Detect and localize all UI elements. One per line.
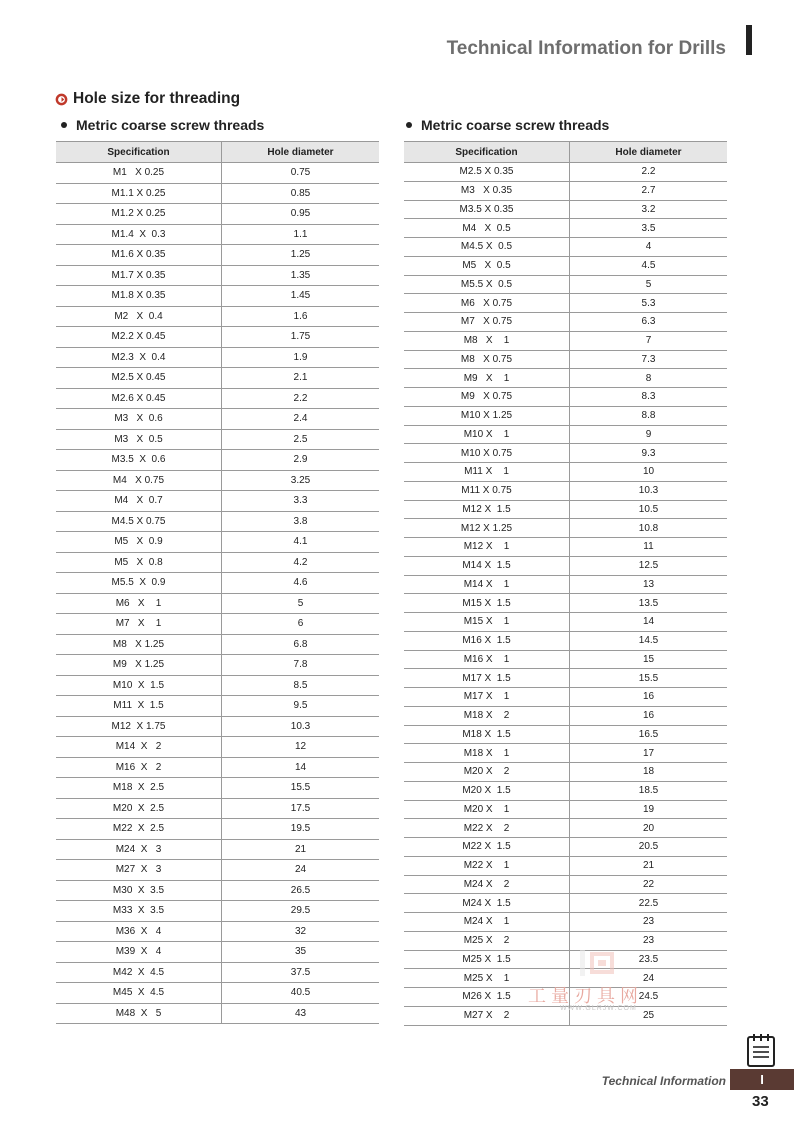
- watermark-chinese-text: 工量刃具网: [528, 986, 643, 1006]
- specification-cell: M5.5 X 0.9: [56, 573, 222, 594]
- specification-cell: M5 X 0.9: [56, 532, 222, 553]
- table-row: [56, 388, 379, 409]
- table-row: [56, 450, 379, 471]
- right-thread-table: [404, 141, 727, 1026]
- specification-cell: M2.5 X 0.45: [56, 368, 222, 389]
- hole-diameter-cell: 2.1: [222, 368, 380, 389]
- specification-cell: M1.4 X 0.3: [56, 224, 222, 245]
- section-title-text: Hole size for threading: [73, 90, 241, 107]
- table-row: [56, 778, 379, 799]
- circular-arrow-icon: [55, 93, 68, 106]
- hole-diameter-cell: 23: [570, 931, 728, 950]
- table-row: [56, 634, 379, 655]
- specification-cell: M27 X 3: [56, 860, 222, 881]
- hole-diameter-cell: 1.9: [222, 347, 380, 368]
- hole-diameter-cell: 24.5: [570, 988, 728, 1007]
- footer-section-label: Technical Information: [601, 1074, 726, 1088]
- table-row: [404, 256, 727, 275]
- table-row: [404, 819, 727, 838]
- hole-diameter-cell: 16: [570, 688, 728, 707]
- specification-cell: M3 X 0.6: [56, 409, 222, 430]
- table-row: [404, 294, 727, 313]
- right-table-subtitle: [406, 117, 609, 133]
- specification-cell: M36 X 4: [56, 921, 222, 942]
- specification-cell: M9 X 1.25: [56, 655, 222, 676]
- specification-cell: M6 X 0.75: [404, 294, 570, 313]
- table-row: [404, 481, 727, 500]
- hole-diameter-cell: 15.5: [570, 669, 728, 688]
- table-row: [404, 613, 727, 632]
- specification-cell: M20 X 2.5: [56, 798, 222, 819]
- specification-cell: M30 X 3.5: [56, 880, 222, 901]
- table-row: [404, 631, 727, 650]
- left-table-subtitle-text: Metric coarse screw threads: [76, 117, 265, 133]
- hole-diameter-cell: 15.5: [222, 778, 380, 799]
- specification-cell: M4 X 0.5: [404, 219, 570, 238]
- specification-cell: M5 X 0.5: [404, 256, 570, 275]
- table-row: [56, 696, 379, 717]
- specification-cell: M7 X 1: [56, 614, 222, 635]
- table-row: [404, 556, 727, 575]
- table-row: [56, 245, 379, 266]
- hole-diameter-cell: 15: [570, 650, 728, 669]
- specification-cell: M16 X 1.5: [404, 631, 570, 650]
- hole-diameter-cell: 10.3: [570, 481, 728, 500]
- left-thread-table: [56, 141, 379, 1024]
- table-row: [56, 224, 379, 245]
- specification-cell: M16 X 1: [404, 650, 570, 669]
- table-row: [404, 763, 727, 782]
- specification-cell: M4 X 0.75: [56, 470, 222, 491]
- hole-diameter-cell: 37.5: [222, 962, 380, 983]
- specification-cell: M1.7 X 0.35: [56, 265, 222, 286]
- hole-diameter-cell: 13: [570, 575, 728, 594]
- hole-diameter-cell: 0.95: [222, 204, 380, 225]
- hole-diameter-cell: 19: [570, 800, 728, 819]
- table-row: [56, 901, 379, 922]
- hole-diameter-cell: 5.3: [570, 294, 728, 313]
- hole-diameter-cell: 8.5: [222, 675, 380, 696]
- hole-diameter-cell: 5: [222, 593, 380, 614]
- specification-cell: M2 X 0.4: [56, 306, 222, 327]
- specification-cell: M27 X 2: [404, 1006, 570, 1025]
- specification-cell: M22 X 2.5: [56, 819, 222, 840]
- table-row: [56, 429, 379, 450]
- hole-diameter-cell: 22: [570, 875, 728, 894]
- hole-diameter-cell: 4.5: [570, 256, 728, 275]
- specification-cell: M20 X 2: [404, 763, 570, 782]
- left-table-body: [56, 163, 379, 1024]
- specification-cell: M22 X 1.5: [404, 838, 570, 857]
- specification-cell: M5.5 X 0.5: [404, 275, 570, 294]
- table-row: [56, 860, 379, 881]
- specification-cell: M42 X 4.5: [56, 962, 222, 983]
- table-row: [56, 552, 379, 573]
- specification-cell: M8 X 1.25: [56, 634, 222, 655]
- specification-cell: M7 X 0.75: [404, 313, 570, 332]
- specification-cell: M8 X 1: [404, 331, 570, 350]
- table-row: [56, 839, 379, 860]
- table-row: [404, 706, 727, 725]
- hole-diameter-cell: 21: [570, 856, 728, 875]
- hole-diameter-cell: 3.8: [222, 511, 380, 532]
- table-row: [404, 350, 727, 369]
- hole-diameter-cell: 10.5: [570, 500, 728, 519]
- table-row: [404, 669, 727, 688]
- table-row: [56, 327, 379, 348]
- table-row: [404, 781, 727, 800]
- hole-diameter-cell: 2.2: [570, 163, 728, 182]
- table-row: [404, 894, 727, 913]
- table-row: [56, 511, 379, 532]
- hole-diameter-cell: 19.5: [222, 819, 380, 840]
- specification-cell: M45 X 4.5: [56, 983, 222, 1004]
- specification-cell: M1 X 0.25: [56, 163, 222, 184]
- hole-diameter-cell: 7.8: [222, 655, 380, 676]
- specification-cell: M1.8 X 0.35: [56, 286, 222, 307]
- right-table-subtitle-text: Metric coarse screw threads: [421, 117, 610, 133]
- specification-cell: M18 X 2: [404, 706, 570, 725]
- table-row: [404, 163, 727, 182]
- table-row: [56, 942, 379, 963]
- hole-diameter-cell: 9: [570, 425, 728, 444]
- specification-cell: M9 X 1: [404, 369, 570, 388]
- hole-diameter-cell: 6.8: [222, 634, 380, 655]
- table-row: [404, 875, 727, 894]
- specification-cell: M1.2 X 0.25: [56, 204, 222, 225]
- hole-diameter-cell: 12.5: [570, 556, 728, 575]
- hole-diameter-cell: 3.2: [570, 200, 728, 219]
- specification-cell: M10 X 1.25: [404, 406, 570, 425]
- specification-cell: M12 X 1.75: [56, 716, 222, 737]
- specification-cell: M3.5 X 0.35: [404, 200, 570, 219]
- section-title: [55, 90, 240, 108]
- specification-cell: M12 X 1: [404, 538, 570, 557]
- hole-diameter-cell: 0.85: [222, 183, 380, 204]
- table-row: [404, 800, 727, 819]
- hole-diameter-cell: 0.75: [222, 163, 380, 184]
- hole-diameter-cell: 1.45: [222, 286, 380, 307]
- hole-diameter-cell: 9.3: [570, 444, 728, 463]
- specification-cell: M24 X 1.5: [404, 894, 570, 913]
- table-row: [56, 573, 379, 594]
- specification-cell: M20 X 1.5: [404, 781, 570, 800]
- specification-cell: M10 X 0.75: [404, 444, 570, 463]
- specification-cell: M25 X 1: [404, 969, 570, 988]
- specification-cell: M9 X 0.75: [404, 388, 570, 407]
- table-header-row: [56, 142, 379, 163]
- hole-diameter-cell: 32: [222, 921, 380, 942]
- specification-cell: M4 X 0.7: [56, 491, 222, 512]
- table-row: [404, 838, 727, 857]
- table-row: [56, 368, 379, 389]
- hole-diameter-cell: 4.6: [222, 573, 380, 594]
- table-row: [404, 313, 727, 332]
- table-row: [404, 444, 727, 463]
- hole-diameter-cell: 2.7: [570, 181, 728, 200]
- hole-diameter-cell: 11: [570, 538, 728, 557]
- hole-diameter-cell: 2.4: [222, 409, 380, 430]
- specification-cell: M12 X 1.5: [404, 500, 570, 519]
- hole-diameter-cell: 1.6: [222, 306, 380, 327]
- specification-cell: M11 X 1: [404, 463, 570, 482]
- specification-cell: M6 X 1: [56, 593, 222, 614]
- hole-diameter-cell: 6: [222, 614, 380, 635]
- specification-cell: M4.5 X 0.75: [56, 511, 222, 532]
- table-row: [56, 798, 379, 819]
- hole-diameter-cell: 7.3: [570, 350, 728, 369]
- table-row: [404, 331, 727, 350]
- specification-cell: M39 X 4: [56, 942, 222, 963]
- table-row: [56, 491, 379, 512]
- hole-diameter-cell: 40.5: [222, 983, 380, 1004]
- specification-cell: M24 X 2: [404, 875, 570, 894]
- column-header-specification: Specification: [404, 142, 570, 163]
- specification-cell: M10 X 1.5: [56, 675, 222, 696]
- right-table-body: [404, 163, 727, 1026]
- specification-cell: M18 X 1.5: [404, 725, 570, 744]
- column-header-specification: Specification: [56, 142, 222, 163]
- table-row: [56, 962, 379, 983]
- specification-cell: M22 X 2: [404, 819, 570, 838]
- specification-cell: M1.1 X 0.25: [56, 183, 222, 204]
- specification-cell: M33 X 3.5: [56, 901, 222, 922]
- specification-cell: M2.2 X 0.45: [56, 327, 222, 348]
- table-row: [56, 614, 379, 635]
- specification-cell: M26 X 1.5: [404, 988, 570, 1007]
- hole-diameter-cell: 14: [570, 613, 728, 632]
- hole-diameter-cell: 26.5: [222, 880, 380, 901]
- hole-diameter-cell: 6.3: [570, 313, 728, 332]
- watermark-url-text: WWW.GLRJW.COM: [560, 1005, 637, 1012]
- hole-diameter-cell: 1.35: [222, 265, 380, 286]
- hole-diameter-cell: 10.3: [222, 716, 380, 737]
- table-row: [56, 983, 379, 1004]
- table-row: [56, 757, 379, 778]
- table-row: [56, 347, 379, 368]
- specification-cell: M24 X 3: [56, 839, 222, 860]
- table-row: [56, 306, 379, 327]
- hole-diameter-cell: 8.8: [570, 406, 728, 425]
- table-row: [56, 183, 379, 204]
- hole-diameter-cell: 4: [570, 238, 728, 257]
- page-header-title: Technical Information for Drills: [446, 38, 726, 59]
- specification-cell: M17 X 1: [404, 688, 570, 707]
- column-header-hole-diameter: Hole diameter: [570, 142, 728, 163]
- hole-diameter-cell: 1.1: [222, 224, 380, 245]
- table-row: [56, 163, 379, 184]
- table-row: [56, 921, 379, 942]
- hole-diameter-cell: 14: [222, 757, 380, 778]
- hole-diameter-cell: 1.25: [222, 245, 380, 266]
- table-row: [404, 650, 727, 669]
- specification-cell: M25 X 2: [404, 931, 570, 950]
- hole-diameter-cell: 24: [222, 860, 380, 881]
- hole-diameter-cell: 4.1: [222, 532, 380, 553]
- specification-cell: M14 X 1.5: [404, 556, 570, 575]
- specification-cell: M11 X 0.75: [404, 481, 570, 500]
- specification-cell: M11 X 1.5: [56, 696, 222, 717]
- specification-cell: M24 X 1: [404, 913, 570, 932]
- specification-cell: M2.3 X 0.4: [56, 347, 222, 368]
- hole-diameter-cell: 3.25: [222, 470, 380, 491]
- page-number: 33: [752, 1093, 769, 1110]
- table-row: [56, 716, 379, 737]
- table-row: [404, 219, 727, 238]
- table-row: [404, 913, 727, 932]
- table-row: [404, 725, 727, 744]
- hole-diameter-cell: 17.5: [222, 798, 380, 819]
- hole-diameter-cell: 29.5: [222, 901, 380, 922]
- specification-cell: M14 X 1: [404, 575, 570, 594]
- specification-cell: M3 X 0.5: [56, 429, 222, 450]
- specification-cell: M16 X 2: [56, 757, 222, 778]
- table-row: [404, 181, 727, 200]
- hole-diameter-cell: 9.5: [222, 696, 380, 717]
- specification-cell: M10 X 1: [404, 425, 570, 444]
- hole-diameter-cell: 8: [570, 369, 728, 388]
- table-row: [56, 737, 379, 758]
- table-header-row: [404, 142, 727, 163]
- hole-diameter-cell: 2.9: [222, 450, 380, 471]
- table-row: [404, 275, 727, 294]
- notebook-icon: [746, 1033, 776, 1067]
- hole-diameter-cell: 16.5: [570, 725, 728, 744]
- hole-diameter-cell: 21: [222, 839, 380, 860]
- specification-cell: M3.5 X 0.6: [56, 450, 222, 471]
- specification-cell: M15 X 1: [404, 613, 570, 632]
- specification-cell: M4.5 X 0.5: [404, 238, 570, 257]
- specification-cell: M17 X 1.5: [404, 669, 570, 688]
- footer-chapter-letter: I: [760, 1072, 764, 1087]
- table-row: [56, 675, 379, 696]
- table-row: [404, 688, 727, 707]
- table-row: [56, 655, 379, 676]
- specification-cell: M18 X 2.5: [56, 778, 222, 799]
- table-row: [56, 470, 379, 491]
- specification-cell: M25 X 1.5: [404, 950, 570, 969]
- hole-diameter-cell: 10: [570, 463, 728, 482]
- table-row: [404, 463, 727, 482]
- table-row: [404, 744, 727, 763]
- hole-diameter-cell: 35: [222, 942, 380, 963]
- specification-cell: M5 X 0.8: [56, 552, 222, 573]
- table-row: [404, 406, 727, 425]
- hole-diameter-cell: 1.75: [222, 327, 380, 348]
- left-table-subtitle: [61, 117, 264, 133]
- specification-cell: M48 X 5: [56, 1003, 222, 1024]
- table-row: [404, 200, 727, 219]
- column-header-hole-diameter: Hole diameter: [222, 142, 380, 163]
- hole-diameter-cell: 17: [570, 744, 728, 763]
- table-row: [404, 369, 727, 388]
- table-row: [404, 425, 727, 444]
- specification-cell: M1.6 X 0.35: [56, 245, 222, 266]
- hole-diameter-cell: 23.5: [570, 950, 728, 969]
- hole-diameter-cell: 4.2: [222, 552, 380, 573]
- table-row: [56, 532, 379, 553]
- specification-cell: M22 X 1: [404, 856, 570, 875]
- table-row: [56, 880, 379, 901]
- table-row: [56, 819, 379, 840]
- hole-diameter-cell: 2.5: [222, 429, 380, 450]
- table-row: [404, 238, 727, 257]
- hole-diameter-cell: 22.5: [570, 894, 728, 913]
- table-row: [56, 409, 379, 430]
- table-row: [56, 286, 379, 307]
- hole-diameter-cell: 2.2: [222, 388, 380, 409]
- specification-cell: M2.5 X 0.35: [404, 163, 570, 182]
- table-row: [56, 593, 379, 614]
- hole-diameter-cell: 12: [222, 737, 380, 758]
- specification-cell: M15 X 1.5: [404, 594, 570, 613]
- hole-diameter-cell: 7: [570, 331, 728, 350]
- table-row: [56, 265, 379, 286]
- table-row: [56, 204, 379, 225]
- chapter-marker-bar: [746, 25, 752, 55]
- table-row: [404, 538, 727, 557]
- specification-cell: M20 X 1: [404, 800, 570, 819]
- hole-diameter-cell: 13.5: [570, 594, 728, 613]
- hole-diameter-cell: 43: [222, 1003, 380, 1024]
- table-row: [56, 1003, 379, 1024]
- bullet-icon: [61, 122, 67, 128]
- hole-diameter-cell: 23: [570, 913, 728, 932]
- hole-diameter-cell: 5: [570, 275, 728, 294]
- hole-diameter-cell: 10.8: [570, 519, 728, 538]
- hole-diameter-cell: 3.5: [570, 219, 728, 238]
- hole-diameter-cell: 18.5: [570, 781, 728, 800]
- specification-cell: M14 X 2: [56, 737, 222, 758]
- table-row: [404, 575, 727, 594]
- specification-cell: M8 X 0.75: [404, 350, 570, 369]
- bullet-icon: [406, 122, 412, 128]
- table-row: [404, 856, 727, 875]
- hole-diameter-cell: 20.5: [570, 838, 728, 857]
- specification-cell: M3 X 0.35: [404, 181, 570, 200]
- table-row: [404, 500, 727, 519]
- hole-diameter-cell: 3.3: [222, 491, 380, 512]
- hole-diameter-cell: 14.5: [570, 631, 728, 650]
- hole-diameter-cell: 20: [570, 819, 728, 838]
- hole-diameter-cell: 8.3: [570, 388, 728, 407]
- specification-cell: M12 X 1.25: [404, 519, 570, 538]
- hole-diameter-cell: 16: [570, 706, 728, 725]
- specification-cell: M18 X 1: [404, 744, 570, 763]
- specification-cell: M2.6 X 0.45: [56, 388, 222, 409]
- table-row: [404, 594, 727, 613]
- table-row: [404, 388, 727, 407]
- hole-diameter-cell: 25: [570, 1006, 728, 1025]
- table-row: [404, 519, 727, 538]
- hole-diameter-cell: 24: [570, 969, 728, 988]
- hole-diameter-cell: 18: [570, 763, 728, 782]
